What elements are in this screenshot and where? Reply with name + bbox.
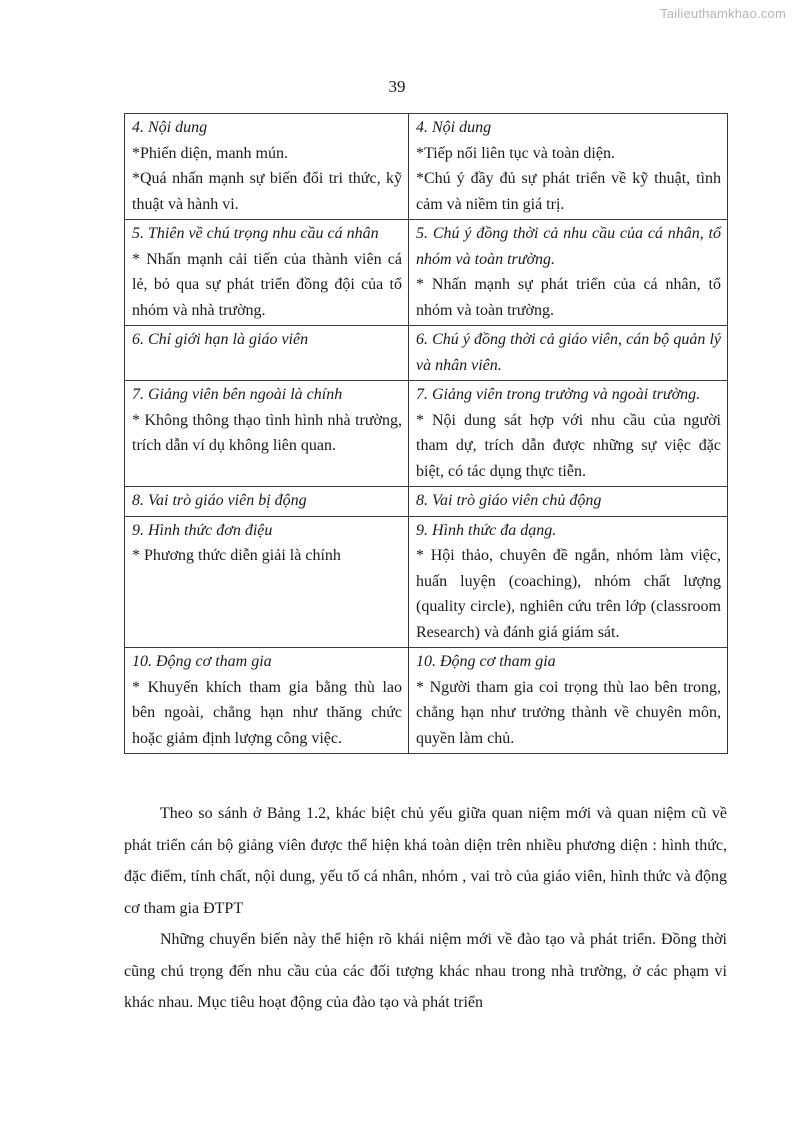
cell-heading: 10. Động cơ tham gia [132,653,272,670]
new-concept-cell [409,648,728,754]
cell-heading: 4. Nội dung [416,119,492,136]
paragraph: Theo so sánh ở Bảng 1.2, khác biệt chủ yếu giữa quan niệm mới và quan niệm cũ về phát triển cán bộ giảng viên được thể hiện khá toàn diện trên nhiều phương diện : hình thức, đặc điểm, tính chất, nội dung, yếu tố cá nhân, nhóm , vai trò của giáo viên, hình thức và động cơ tham gia ĐTPT [124,805,727,917]
cell-heading: 6. Chú ý đồng thời cả giáo viên, cán bộ quản lý và nhân viên. [416,331,721,374]
cell-line: * Nhấn mạnh sự phát triển của cá nhân, tổ nhóm và toàn trường. [416,276,721,319]
comparison-table [124,113,728,754]
cell-heading: 9. Hình thức đơn điệu [132,521,273,539]
new-concept-cell [409,326,728,381]
cell-heading: 10. Động cơ tham gia [416,653,556,670]
cell-line: * Khuyến khích tham gia bằng thù lao bên ngoài, chẳng hạn như thăng chức hoặc giảm định lượng công việc. [132,678,402,747]
cell-line: * Người tham gia coi trọng thù lao bên trong, chẳng hạn như trưởng thành về chuyên môn, quyền làm chủ. [416,678,721,747]
table-row [125,220,728,326]
paragraph: Những chuyển biến này thể hiện rõ khái niệm mới về đào tạo và phát triển. Đồng thời cũng chú trọng đến nhu cầu của các đối tượng khác nhau trong nhà trường, ở các phạm vi khác nhau. Mục tiêu hoạt động của đào tạo và phát triển [124,931,727,1011]
cell-line: * Không thông thạo tình hình nhà trường, trích dẫn ví dụ không liên quan. [132,411,402,454]
cell-line: * Nhấn mạnh cải tiến của thành viên cá lẻ, bỏ qua sự phát triển đồng đội của tổ nhóm và nhà trường. [132,250,402,319]
table-row [125,114,728,220]
old-concept-cell [125,516,409,648]
new-concept-cell [409,114,728,220]
table-row [125,326,728,381]
cell-line: *Phiến diện, manh mún. [132,144,288,162]
cell-heading: 7. Giảng viên trong trường và ngoài trường. [416,386,701,403]
cell-heading: 9. Hình thức đa dạng. [416,521,557,539]
old-concept-cell [125,648,409,754]
cell-heading: 5. Thiên về chú trọng nhu cầu cá nhân [132,225,379,242]
old-concept-cell [125,114,409,220]
watermark: Tailieuthamkhao.com [660,6,786,21]
cell-heading: 8. Vai trò giáo viên bị động [132,492,307,509]
old-concept-cell [125,220,409,326]
cell-heading: 6. Chỉ giới hạn là giáo viên [132,331,309,348]
cell-line: *Quá nhấn mạnh sự biến đổi tri thức, kỹ thuật và hành vi. [132,170,402,213]
cell-line: *Chú ý đầy đủ sự phát triển về kỹ thuật, tình cảm và niềm tin giá trị. [416,170,721,213]
table-row [125,487,728,517]
table-row [125,648,728,754]
cell-heading: 7. Giảng viên bên ngoài là chính [132,386,343,403]
new-concept-cell [409,220,728,326]
cell-heading: 4. Nội dung [132,119,208,136]
table-row [125,516,728,648]
body-text [124,798,727,1019]
page-number: 39 [388,77,406,96]
table-row [125,381,728,487]
old-concept-cell [125,381,409,487]
cell-heading: 8. Vai trò giáo viên chủ động [416,492,602,509]
old-concept-cell [125,487,409,517]
new-concept-cell [409,381,728,487]
cell-line: * Phương thức diễn giải là chính [132,547,341,564]
cell-heading: 5. Chú ý đồng thời cả nhu cầu của cá nhân, tổ nhóm và toàn trường. [416,225,721,268]
old-concept-cell [125,326,409,381]
cell-line: * Nội dung sát hợp với nhu cầu của người tham dự, trích dẫn được những sự việc đặc biệt, có tác dụng thực tiễn. [416,411,721,480]
cell-line: *Tiếp nối liên tục và toàn diện. [416,144,615,162]
new-concept-cell [409,516,728,648]
cell-line: * Hội thảo, chuyên đề ngắn, nhóm làm việc, huấn luyện (coaching), nhóm chất lượng (quality circle), nghiên cứu trên lớp (classroom Research) và đánh giá giám sát. [416,547,721,641]
new-concept-cell [409,487,728,517]
